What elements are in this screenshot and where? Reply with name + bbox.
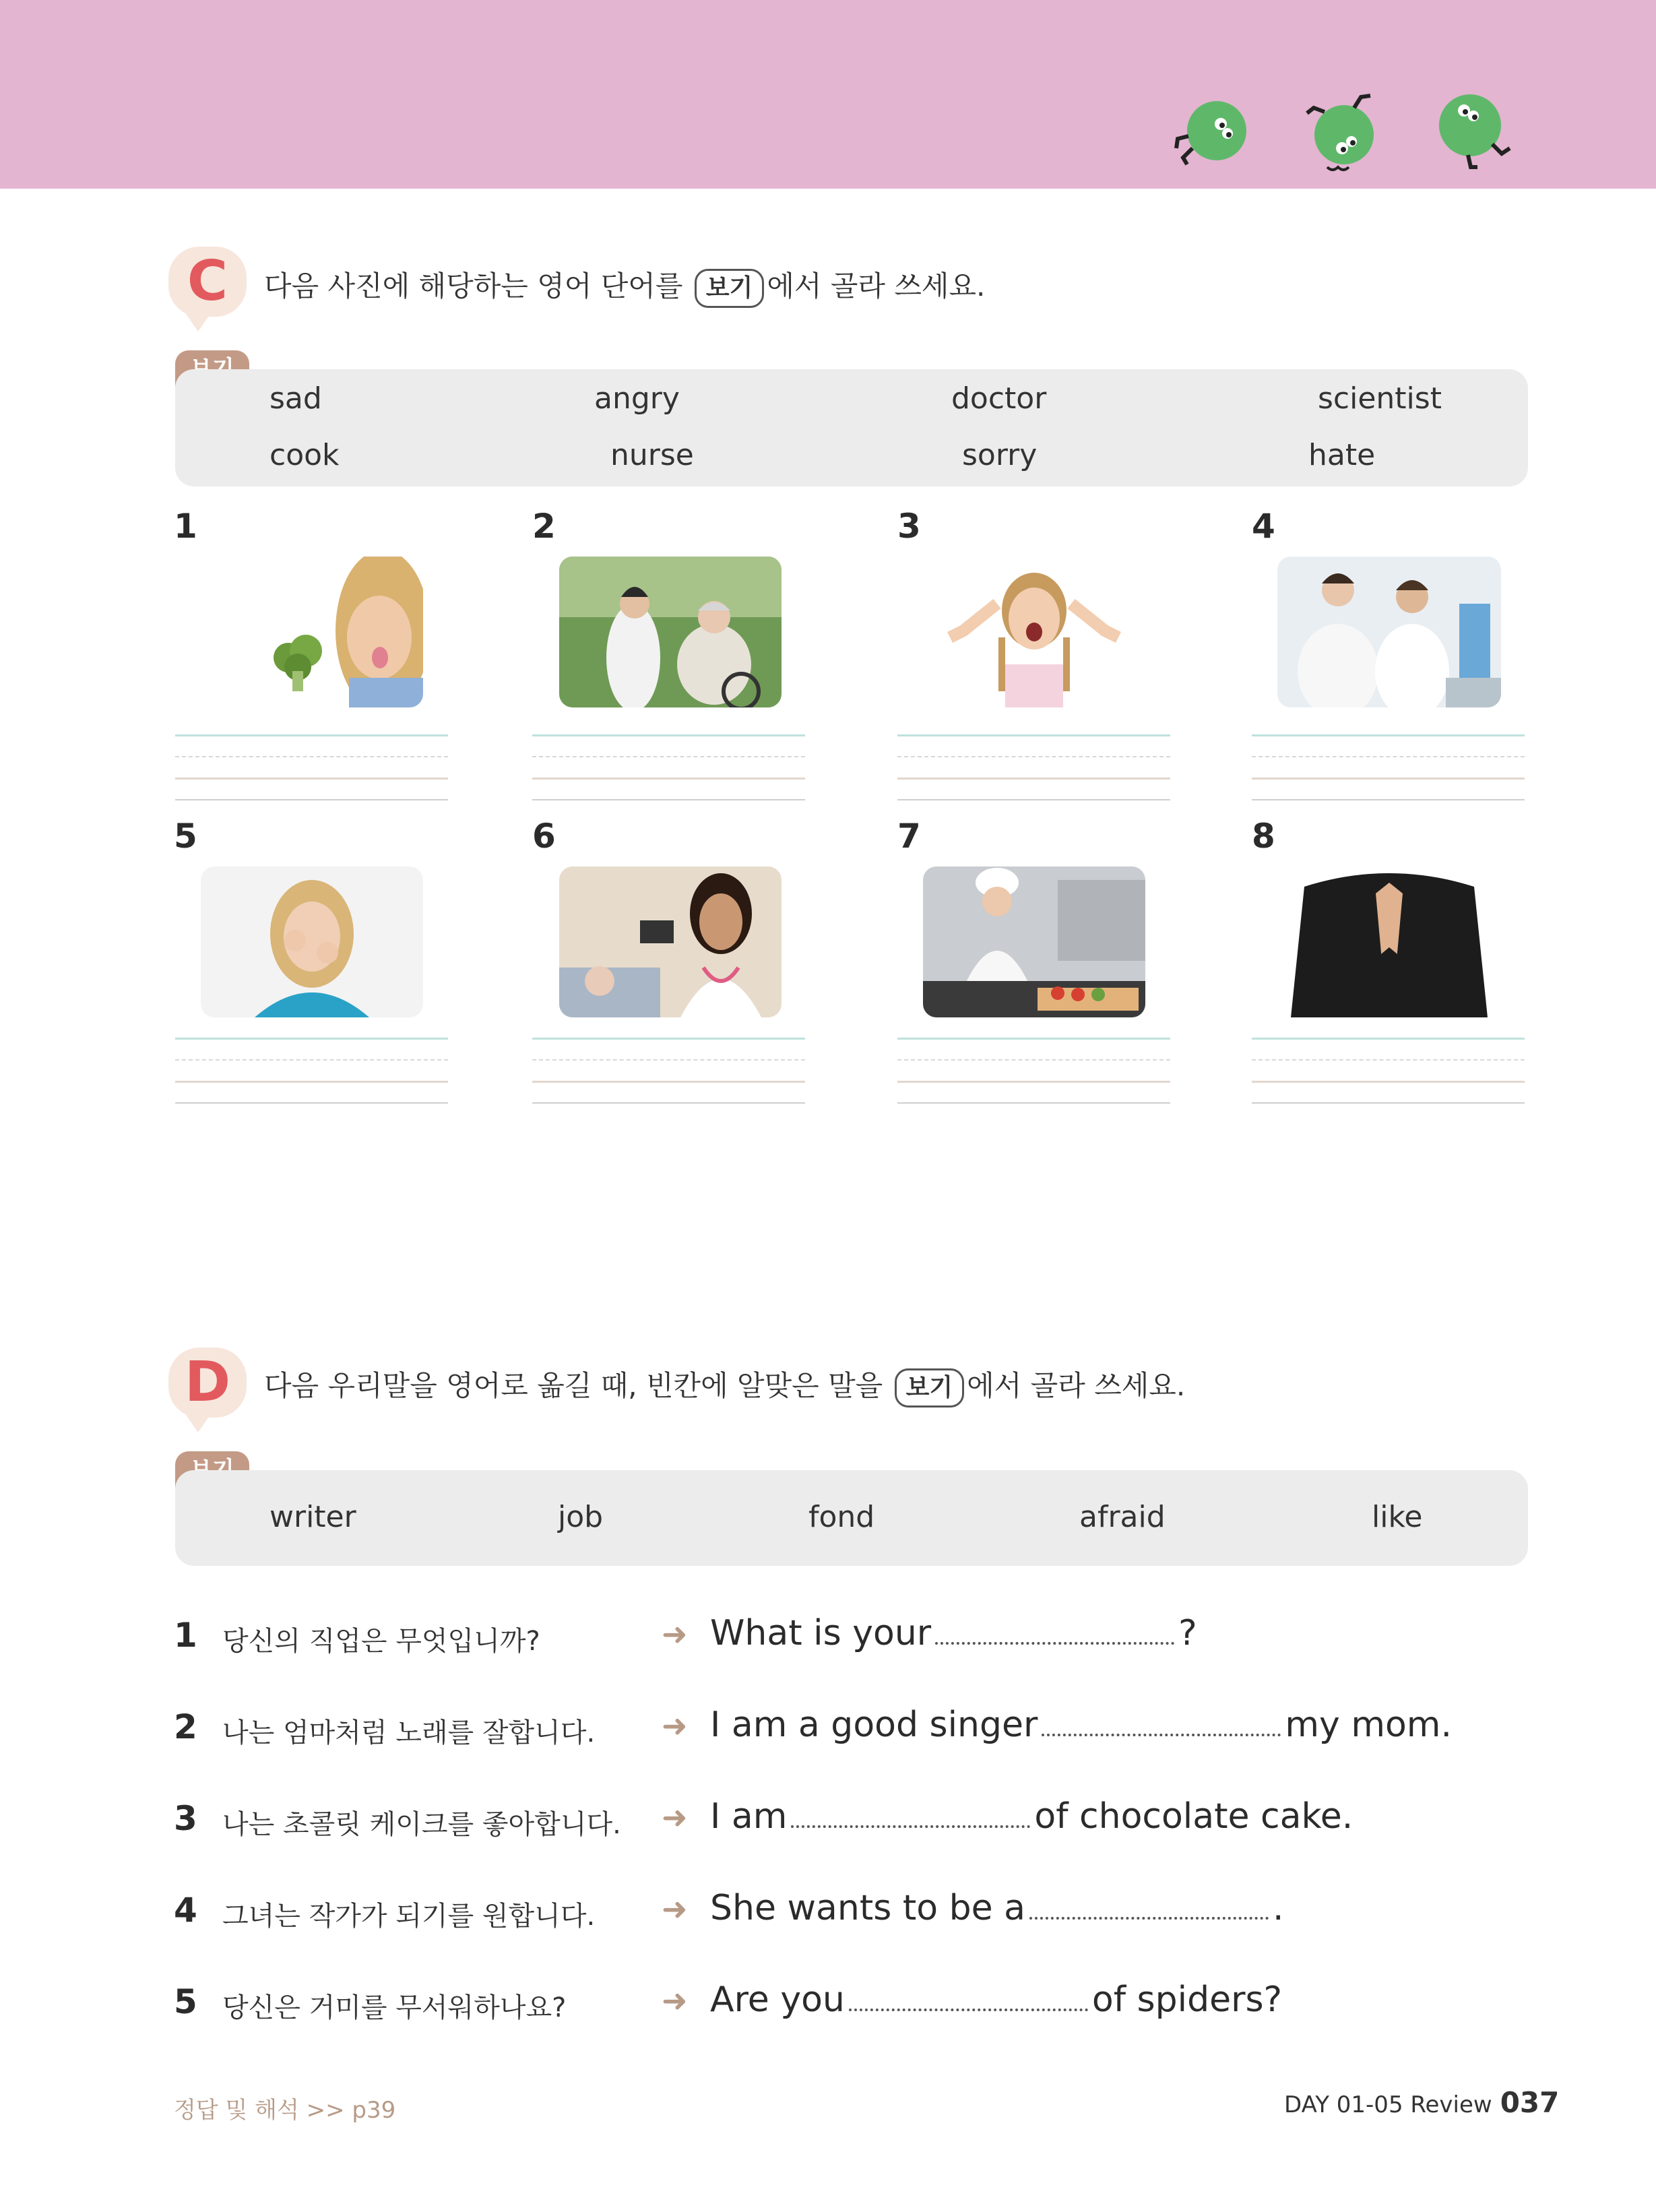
- instruction-text-end: 에서 골라 쓰세요.: [967, 1369, 1186, 1402]
- instruction-text: 다음 사진에 해당하는 영어 단어를: [264, 270, 683, 303]
- word-option: scientist: [1318, 381, 1442, 416]
- item-number: 5: [174, 817, 197, 856]
- header-band: [0, 0, 1656, 189]
- answer-lines[interactable]: [1252, 1038, 1525, 1105]
- arrow-icon: ➜: [662, 1982, 688, 2019]
- answer-lines[interactable]: [175, 1038, 448, 1105]
- korean-sentence: 나는 초콜릿 케이크를 좋아합니다.: [222, 1809, 621, 1840]
- green-character-icon: [1300, 88, 1388, 175]
- question-number: 4: [174, 1891, 197, 1930]
- page-number: 037: [1500, 2086, 1560, 2119]
- word-option: cook: [269, 438, 340, 472]
- green-character-icon: [1172, 94, 1253, 168]
- arrow-icon: ➜: [662, 1616, 688, 1652]
- english-before: Are you: [710, 1980, 845, 2020]
- word-option: doctor: [951, 381, 1047, 416]
- arrow-icon: ➜: [662, 1707, 688, 1744]
- photo-scientists-microscope: [1277, 557, 1501, 707]
- english-sentence: [710, 1796, 1353, 1837]
- english-before: I am a good singer: [710, 1705, 1038, 1745]
- english-before: She wants to be a: [710, 1888, 1025, 1928]
- photo-girl-tongue-broccoli: [248, 557, 423, 707]
- word-option: hate: [1308, 438, 1376, 472]
- instruction-text: 다음 우리말을 영어로 옮길 때, 빈칸에 알맞은 말을: [264, 1369, 883, 1402]
- english-before: I am: [710, 1796, 788, 1837]
- question-number: 1: [174, 1616, 197, 1655]
- answer-blank[interactable]: [849, 2003, 1088, 2011]
- answer-lines[interactable]: [897, 734, 1170, 802]
- answer-lines[interactable]: [1252, 734, 1525, 802]
- section-c-badge: C: [168, 247, 247, 317]
- korean-sentence: 그녀는 작가가 되기를 원합니다.: [222, 1901, 596, 1932]
- word-option: sad: [269, 381, 322, 416]
- item-number: 7: [897, 817, 921, 856]
- photo-hands-pressed-apology: [1277, 866, 1501, 1017]
- instruction-text-end: 에서 골라 쓰세요.: [767, 270, 986, 303]
- example-chip: 보기: [895, 1368, 965, 1408]
- section-d-instruction: [264, 1364, 1185, 1408]
- korean-sentence: 나는 엄마처럼 노래를 잘합니다.: [222, 1717, 596, 1748]
- item-number: 6: [532, 817, 556, 856]
- answer-lines[interactable]: [532, 1038, 805, 1105]
- photo-nurse-elderly-man: [559, 557, 782, 707]
- item-number: 3: [897, 507, 921, 546]
- photo-smiling-doctor: [559, 866, 782, 1017]
- arrow-icon: ➜: [662, 1891, 688, 1927]
- word-option: afraid: [1079, 1500, 1166, 1534]
- page-footer: [1284, 2086, 1559, 2119]
- section-c-instruction: [264, 264, 985, 308]
- green-character-icon: [1432, 88, 1519, 175]
- korean-sentence: 당신의 직업은 무엇입니까?: [222, 1626, 540, 1657]
- english-after: .: [1272, 1888, 1284, 1928]
- english-after: of chocolate cake.: [1034, 1796, 1354, 1837]
- example-chip: 보기: [695, 269, 765, 308]
- korean-sentence: 당신은 거미를 무서워하나요?: [222, 1992, 567, 2023]
- answer-blank[interactable]: [935, 1637, 1174, 1645]
- english-sentence: [710, 1980, 1282, 2020]
- photo-chef-in-kitchen: [923, 866, 1145, 1017]
- answer-lines[interactable]: [897, 1038, 1170, 1105]
- arrow-icon: ➜: [662, 1799, 688, 1835]
- item-number: 2: [532, 507, 556, 546]
- word-option: like: [1372, 1500, 1423, 1534]
- english-sentence: [710, 1613, 1197, 1653]
- word-option: fond: [808, 1500, 875, 1534]
- english-after: ?: [1178, 1613, 1197, 1653]
- photo-crying-girl: [201, 866, 423, 1017]
- english-sentence: [710, 1705, 1452, 1745]
- section-d-badge: D: [168, 1348, 247, 1418]
- answer-lines[interactable]: [532, 734, 805, 802]
- question-number: 2: [174, 1707, 197, 1746]
- question-number: 5: [174, 1982, 197, 2021]
- item-number: 1: [174, 507, 197, 546]
- word-option: angry: [594, 381, 680, 416]
- english-after: of spiders?: [1091, 1980, 1283, 2020]
- answer-blank[interactable]: [791, 1820, 1030, 1828]
- word-option: sorry: [962, 438, 1038, 472]
- answer-lines[interactable]: [175, 734, 448, 802]
- answer-blank[interactable]: [1029, 1911, 1269, 1920]
- word-option: writer: [269, 1500, 356, 1534]
- english-after: my mom.: [1285, 1705, 1452, 1745]
- question-number: 3: [174, 1799, 197, 1838]
- word-option: job: [558, 1500, 604, 1534]
- item-number: 8: [1252, 817, 1275, 856]
- answer-reference: 정답 및 해석 >> p39: [174, 2097, 396, 2124]
- english-before: What is your: [710, 1613, 932, 1653]
- item-number: 4: [1252, 507, 1275, 546]
- answer-blank[interactable]: [1042, 1728, 1281, 1736]
- photo-angry-girl-shouting: [923, 557, 1145, 707]
- word-option: nurse: [610, 438, 694, 472]
- day-label: DAY 01-05 Review: [1284, 2091, 1492, 2118]
- english-sentence: [710, 1888, 1284, 1928]
